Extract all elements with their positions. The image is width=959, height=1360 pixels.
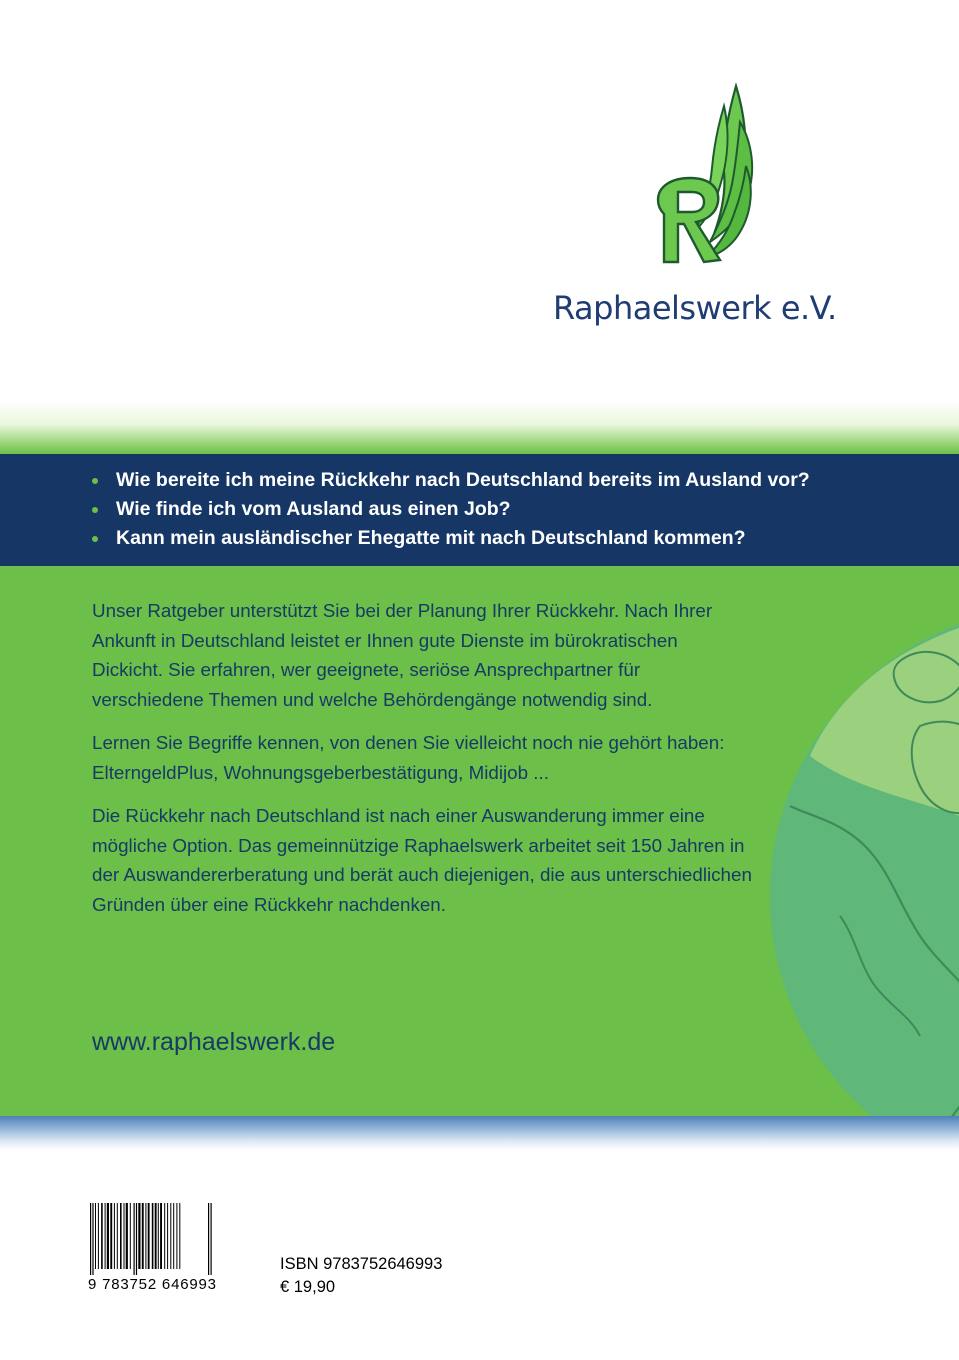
barcode-bar — [117, 1203, 118, 1269]
barcode-bar — [164, 1203, 165, 1269]
barcode-bar — [176, 1203, 177, 1269]
barcode-bar — [130, 1203, 131, 1269]
barcode-bar — [110, 1203, 112, 1269]
barcode-bar — [167, 1203, 168, 1269]
top-gradient-band — [0, 400, 959, 454]
barcode-bar — [98, 1203, 99, 1269]
barcode-bar — [126, 1203, 128, 1269]
barcode-bar — [155, 1203, 157, 1269]
barcode-bar — [160, 1203, 162, 1269]
question-item — [92, 466, 810, 495]
barcode — [88, 1203, 217, 1298]
question-item — [92, 495, 810, 524]
isbn-number: ISBN 9783752646993 — [280, 1255, 443, 1273]
barcode-bar — [152, 1203, 154, 1269]
website-link[interactable]: www.raphaelswerk.de — [92, 1028, 336, 1056]
barcode-bar — [114, 1203, 115, 1269]
barcode-bar — [95, 1203, 96, 1269]
description-panel — [0, 566, 959, 1116]
bullet-icon — [92, 536, 98, 542]
bullet-icon — [92, 478, 98, 484]
globe-icon — [770, 606, 959, 1116]
question-list — [92, 466, 810, 553]
question-band — [0, 454, 959, 566]
barcode-bar — [211, 1203, 212, 1275]
publisher-name: Raphaelswerk e.V. — [553, 289, 837, 327]
barcode-bars-icon — [88, 1203, 213, 1275]
body-paragraph: Lernen Sie Begriffe kennen, von denen Sie vielleicht noch nie gehört haben: ElterngeldPlus, Wohnungsgeberbestätigung, Midijob ... — [92, 732, 725, 783]
bottom-gradient-band — [0, 1116, 959, 1150]
barcode-bar — [105, 1203, 106, 1269]
publisher-logo — [553, 82, 843, 332]
barcode-digits: 9 783752 646993 — [88, 1276, 217, 1293]
barcode-bar — [158, 1203, 159, 1269]
question-text: Kann mein ausländischer Ehegatte mit nach Deutschland kommen? — [116, 527, 746, 549]
barcode-bar — [148, 1203, 150, 1269]
barcode-bar — [138, 1203, 140, 1269]
barcode-bar — [107, 1203, 109, 1269]
barcode-bar — [136, 1203, 137, 1275]
winged-r-logo-icon — [648, 82, 758, 272]
isbn-block — [280, 1253, 442, 1299]
barcode-bar — [90, 1203, 91, 1275]
barcode-bar — [124, 1203, 125, 1269]
barcode-bar — [173, 1203, 174, 1269]
barcode-bar — [179, 1203, 180, 1269]
description-text — [92, 596, 752, 933]
barcode-bar — [145, 1203, 146, 1269]
barcode-bar — [120, 1203, 122, 1269]
barcode-bar — [208, 1203, 209, 1275]
question-item — [92, 524, 810, 553]
question-text: Wie finde ich vom Ausland aus einen Job? — [116, 498, 511, 520]
body-paragraph: Unser Ratgeber unterstützt Sie bei der Planung Ihrer Rückkehr. Nach Ihrer Ankunft in Deutschland leistet er Ihnen gute Dienste im bürokratischen Dickicht. Sie erfahren, wer geeignete, seriöse Ansprechpartner für verschiedene Themen und welche Behördengänge notwendig sind. — [92, 600, 713, 710]
barcode-bar — [134, 1203, 135, 1275]
price: € 19,90 — [280, 1278, 336, 1296]
question-text: Wie bereite ich meine Rückkehr nach Deutschland bereits im Ausland vor? — [116, 469, 810, 491]
barcode-bar — [92, 1203, 93, 1275]
barcode-bar — [142, 1203, 144, 1269]
barcode-bar — [101, 1203, 103, 1269]
barcode-bar — [170, 1203, 171, 1269]
bullet-icon — [92, 507, 98, 513]
body-paragraph: Die Rückkehr nach Deutschland ist nach einer Auswanderung immer eine mögliche Option. Das gemeinnützige Raphaelswerk arbeitet seit 150 Jahren in der Auswandererberatung und berät auch diejenigen, die aus unterschiedlichen Gründen über eine Rückkehr nachdenken. — [92, 805, 752, 915]
